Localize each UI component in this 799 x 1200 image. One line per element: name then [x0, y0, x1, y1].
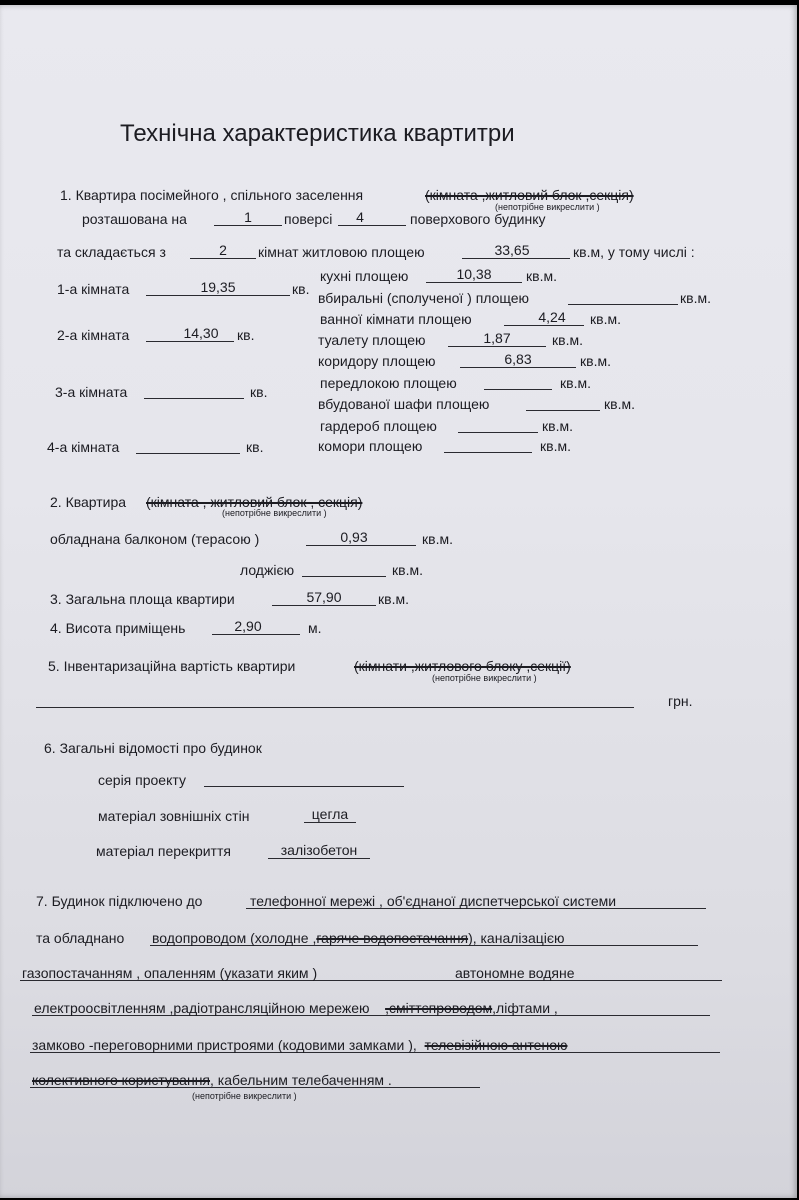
- s1-struck-options: (кімната ,житловий блок ,секція): [425, 187, 634, 203]
- room3-label: 3-а кімната: [55, 384, 128, 400]
- wc-label: вбиральні (сполученої ) площею: [318, 290, 530, 306]
- s1-floors-word: поверхового будинку: [410, 211, 546, 227]
- balcony-value: 0,93: [340, 529, 368, 545]
- s5-struck-options: (кімнати ,житлового блоку ,секції): [354, 658, 571, 674]
- s7-heating-type: автономне водяне: [455, 965, 575, 981]
- balcony-unit: кв.м.: [422, 531, 453, 547]
- s1-consists-label: та складається з: [57, 244, 166, 260]
- room3-unit: кв.: [250, 384, 268, 400]
- room2-label: 2-а кімната: [57, 327, 130, 343]
- loggia-label: лоджією: [240, 562, 295, 578]
- room1-unit: кв.: [292, 281, 310, 297]
- storage-unit: кв.м.: [540, 438, 571, 454]
- s7-water: водопроводом (холодне ,: [152, 930, 317, 946]
- room1-value: 19,35: [200, 279, 236, 295]
- s7-label: 7. Будинок підключено до: [36, 893, 203, 909]
- s7-line5: [32, 1037, 567, 1053]
- closet-label: вбудованої шафи площею: [318, 396, 490, 412]
- height-unit: м.: [308, 620, 322, 636]
- room1-label: 1-а кімната: [57, 281, 130, 297]
- storage-label: комори площею: [318, 438, 423, 454]
- hall-label: передлокою площею: [320, 375, 457, 391]
- closet-unit: кв.м.: [604, 396, 635, 412]
- s7-equipped-label: та обладнано: [36, 930, 125, 946]
- total-area-value: 57,90: [306, 589, 342, 605]
- s2-label: 2. Квартира: [50, 494, 127, 510]
- s5-note: (непотрібне викреслити ): [432, 673, 537, 683]
- s6-label: 6. Загальні відомості про будинок: [44, 740, 262, 756]
- kitchen-unit: кв.м.: [526, 268, 557, 284]
- s1-located-label: розташована на: [82, 211, 187, 227]
- corridor-label: коридору площею: [318, 353, 436, 369]
- s1-rooms-value: 2: [219, 242, 227, 258]
- s7-elevators: ,ліфтами ,: [492, 1000, 558, 1016]
- walls-label: матеріал зовнішніх стін: [98, 808, 250, 824]
- s2-struck-options: (кімната , житловий блок , секція): [146, 494, 363, 510]
- floors-material-label: матеріал перекриття: [96, 843, 231, 859]
- s5-label: 5. Інвентаризаційна вартість квартири: [48, 658, 296, 674]
- s1-floor-word: поверсі: [284, 211, 333, 227]
- s1-floor-value: 1: [244, 209, 252, 225]
- kitchen-label: кухні площею: [320, 268, 409, 284]
- s1-line1: 1. Квартира посімейного , спільного заселення: [60, 187, 364, 203]
- toilet-value: 1,87: [483, 330, 511, 346]
- s7-line6: [32, 1072, 392, 1088]
- bath-value: 4,24: [538, 309, 566, 325]
- document-title: Технічна характеристика квартитри: [120, 120, 515, 147]
- total-area-unit: кв.м.: [378, 591, 409, 607]
- s7-collective-use-struck: колективного користування: [32, 1072, 211, 1088]
- s7-tv-antenna-struck: телевізійною антеною: [424, 1037, 568, 1053]
- s7-gas-heating: газопостачанням , опаленням (указати яким ): [22, 965, 318, 981]
- bath-label: ванної кімнати площею: [320, 311, 472, 327]
- s1-rooms-word: кімнат житловою площею: [258, 244, 425, 260]
- corridor-unit: кв.м.: [580, 353, 611, 369]
- room2-value: 14,30: [183, 325, 219, 341]
- s2-note: (непотрібне викреслити ): [222, 508, 327, 518]
- s7-sewage: ), каналізацією: [468, 930, 565, 946]
- bath-unit: кв.м.: [590, 311, 621, 327]
- wardrobe-label: гардероб площею: [320, 418, 437, 434]
- s7-line4: [34, 1000, 558, 1016]
- height-value: 2,90: [234, 618, 262, 634]
- corridor-value: 6,83: [504, 351, 532, 367]
- s7-hot-water-struck: гаряче водопостачання: [316, 930, 469, 946]
- room4-unit: кв.: [246, 439, 264, 455]
- s7-garbage-chute-struck: ,сміттєпроводом: [385, 1000, 493, 1016]
- s1-living-area-unit: кв.м, у тому числі :: [573, 244, 695, 260]
- balcony-label: обладнана балконом (терасою ): [50, 531, 260, 547]
- room4-label: 4-а кімната: [47, 439, 120, 455]
- inventory-unit: грн.: [668, 693, 693, 709]
- s7-note: (непотрібне викреслити ): [192, 1091, 297, 1101]
- wc-unit: кв.м.: [680, 290, 711, 306]
- s7-electric-radio: електроосвітленням ,радіотрансляційною мережею: [34, 1000, 370, 1016]
- s1-note: (непотрібне викреслити ): [495, 202, 600, 212]
- s1-floors-value: 4: [356, 209, 364, 225]
- s7-connections: телефонної мережі , об'єднаної диспетчерської системи: [250, 893, 617, 909]
- s7-intercom: замково -переговорними пристроями (кодовими замками ),: [32, 1037, 417, 1053]
- series-label: серія проекту: [98, 772, 186, 788]
- loggia-unit: кв.м.: [392, 562, 423, 578]
- s3-label: 3. Загальна площа квартири: [50, 591, 235, 607]
- floors-material-value: залізобетон: [280, 842, 358, 858]
- wardrobe-unit: кв.м.: [542, 418, 573, 434]
- walls-value: цегла: [311, 806, 349, 822]
- s4-label: 4. Висота приміщень: [50, 620, 186, 636]
- hall-unit: кв.м.: [560, 375, 591, 391]
- s7-line2: [152, 930, 565, 946]
- document-page: [0, 5, 797, 1198]
- toilet-unit: кв.м.: [552, 332, 583, 348]
- s7-cable-tv: , кабельним телебаченням .: [210, 1072, 392, 1088]
- kitchen-value: 10,38: [456, 266, 492, 282]
- room2-unit: кв.: [237, 327, 255, 343]
- s1-living-area-value: 33,65: [494, 242, 530, 258]
- toilet-label: туалету площею: [318, 332, 426, 348]
